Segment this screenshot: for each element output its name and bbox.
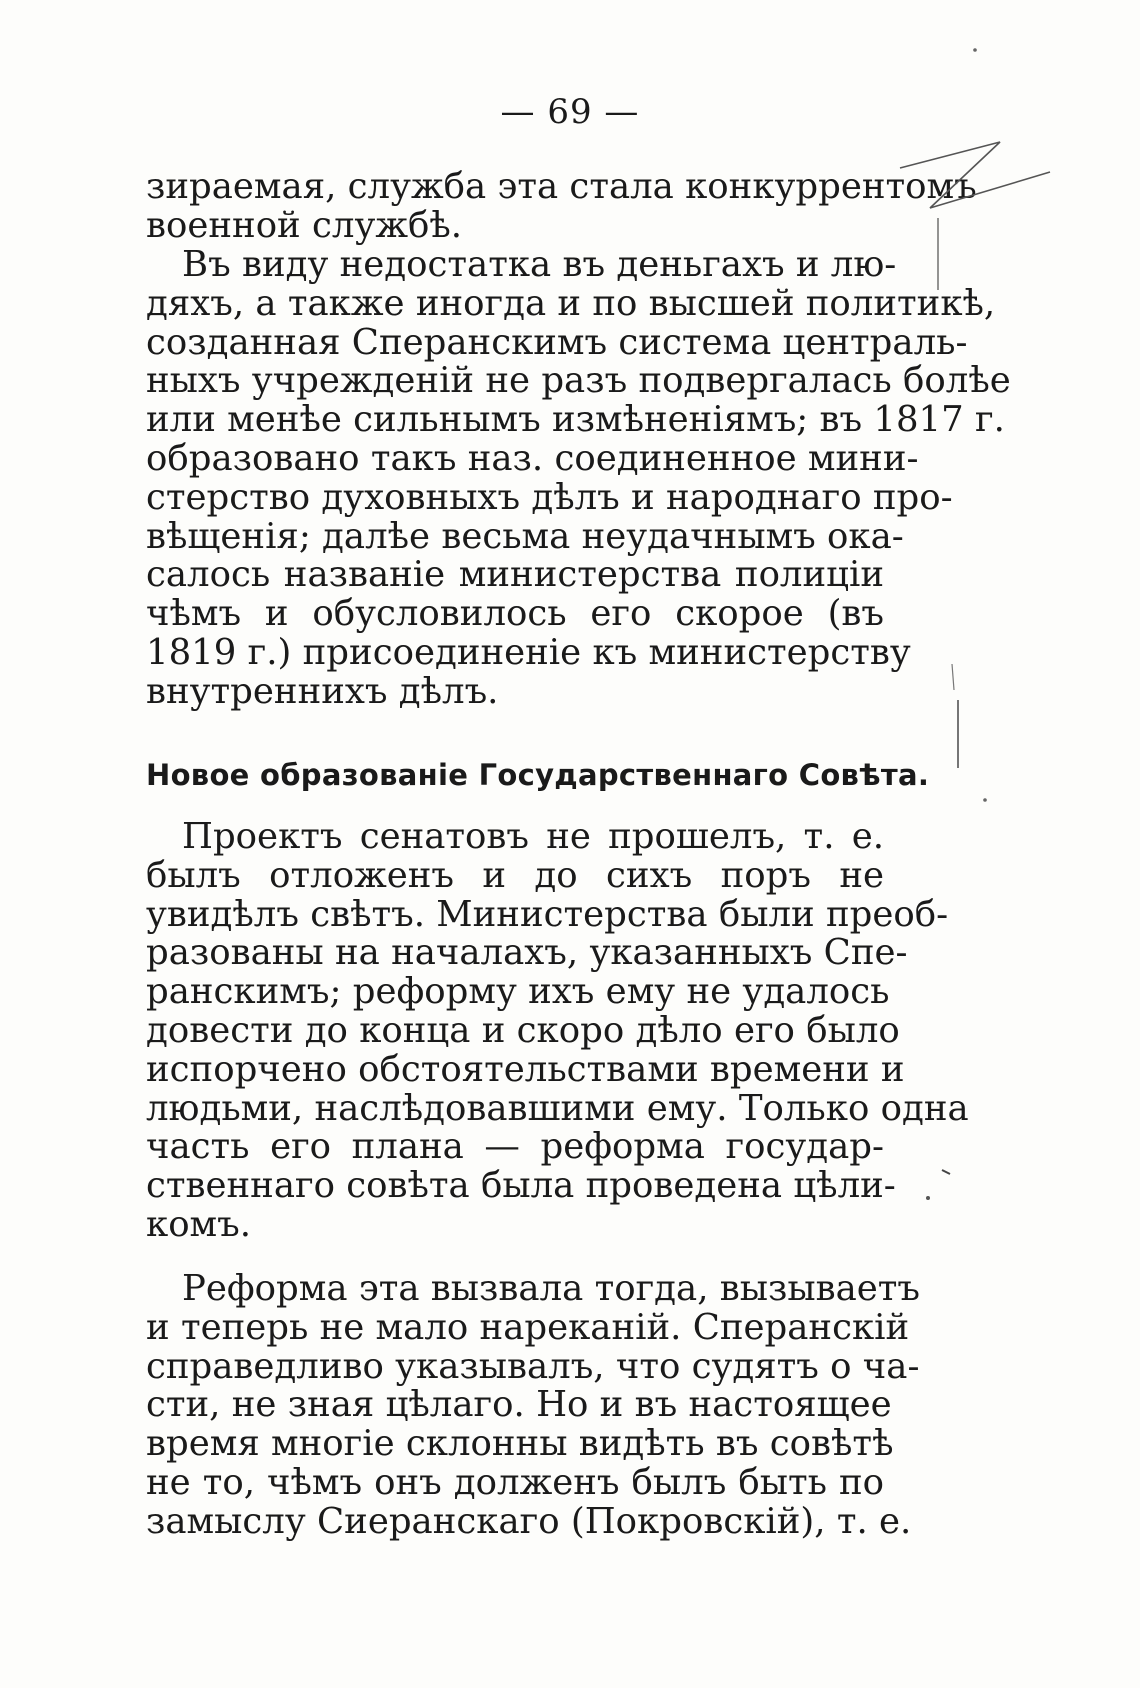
- text-line: Реформа эта вызвала тогда, вызываетъ: [182, 1268, 921, 1309]
- text-line: довести до конца и скоро дѣло его было: [146, 1009, 900, 1051]
- text-line: сти, не зная цѣлаго. Но и въ настоящее: [146, 1384, 892, 1426]
- text-line: комъ.: [146, 1203, 252, 1245]
- text-line: испорчено обстоятельствами времени и: [146, 1048, 905, 1090]
- text-line: ственнаго совѣта была проведена цѣли-: [146, 1165, 896, 1207]
- text-line: Проектъ сенатовъ не прошелъ, т. е.: [182, 816, 884, 857]
- pencil-dot: [926, 1196, 930, 1200]
- text-line: военной службѣ.: [146, 204, 463, 246]
- section-heading: Новое образованіе Государственнаго Совѣта.: [146, 758, 930, 792]
- page-number: — 69 —: [500, 92, 640, 132]
- text-line: справедливо указывалъ, что судятъ о ча-: [146, 1345, 920, 1387]
- text-line: часть его плана — реформа государ-: [146, 1126, 884, 1168]
- paragraph-4: [146, 1268, 921, 1542]
- text-line: вѣщенія; далѣе весьма неудачнымъ ока-: [146, 515, 904, 557]
- text-line: увидѣлъ свѣтъ. Министерства были преоб-: [146, 893, 949, 935]
- paragraph-1: [146, 166, 977, 246]
- text-line: ныхъ учрежденій не разъ подвергалась болѣе: [146, 360, 1011, 402]
- paragraph-3: [146, 816, 969, 1245]
- text-line: салось названіе министерства полиціи: [146, 554, 884, 596]
- text-line: созданная Сперанскимъ система централь-: [146, 321, 968, 363]
- text-line: стерство духовныхъ дѣлъ и народнаго про-: [146, 476, 953, 518]
- text-line: дяхъ, а также иногда и по высшей политикѣ,: [146, 282, 996, 324]
- pencil-dot: [973, 48, 977, 52]
- text-line: замыслу Сиеранскаго (Покровскій), т. е.: [146, 1500, 912, 1542]
- text-line: зираемая, служба эта стала конкуррентомъ: [146, 166, 977, 207]
- text-line: разованы на началахъ, указанныхъ Спе-: [146, 932, 908, 974]
- text-line: время многіе склонны видѣть въ совѣтѣ: [146, 1423, 894, 1465]
- text-line: чѣмъ и обусловилось его скорое (въ: [146, 593, 884, 635]
- text-line: ранскимъ; реформу ихъ ему не удалось: [146, 971, 890, 1013]
- text-line: образовано такъ наз. соединенное мини-: [146, 437, 919, 479]
- pencil-dot: [983, 798, 987, 802]
- text-line: Въ виду недостатка въ деньгахъ и лю-: [182, 244, 897, 285]
- text-line: людьми, наслѣдовавшими ему. Только одна: [146, 1087, 969, 1129]
- text-line: не то, чѣмъ онъ долженъ былъ быть по: [146, 1461, 884, 1503]
- text-line: 1819 г.) присоединеніе къ министерству: [146, 631, 911, 673]
- pencil-stroke: [952, 664, 954, 690]
- text-line: былъ отложенъ и до сихъ поръ не: [146, 854, 884, 896]
- text-line: и теперь не мало нареканій. Сперанскій: [146, 1306, 910, 1348]
- text-line: внутреннихъ дѣлъ.: [146, 670, 499, 712]
- pencil-stroke: [942, 1170, 950, 1174]
- paragraph-2: [146, 244, 1011, 712]
- text-line: или менѣе сильнымъ измѣненіямъ; въ 1817 г.: [146, 399, 1005, 441]
